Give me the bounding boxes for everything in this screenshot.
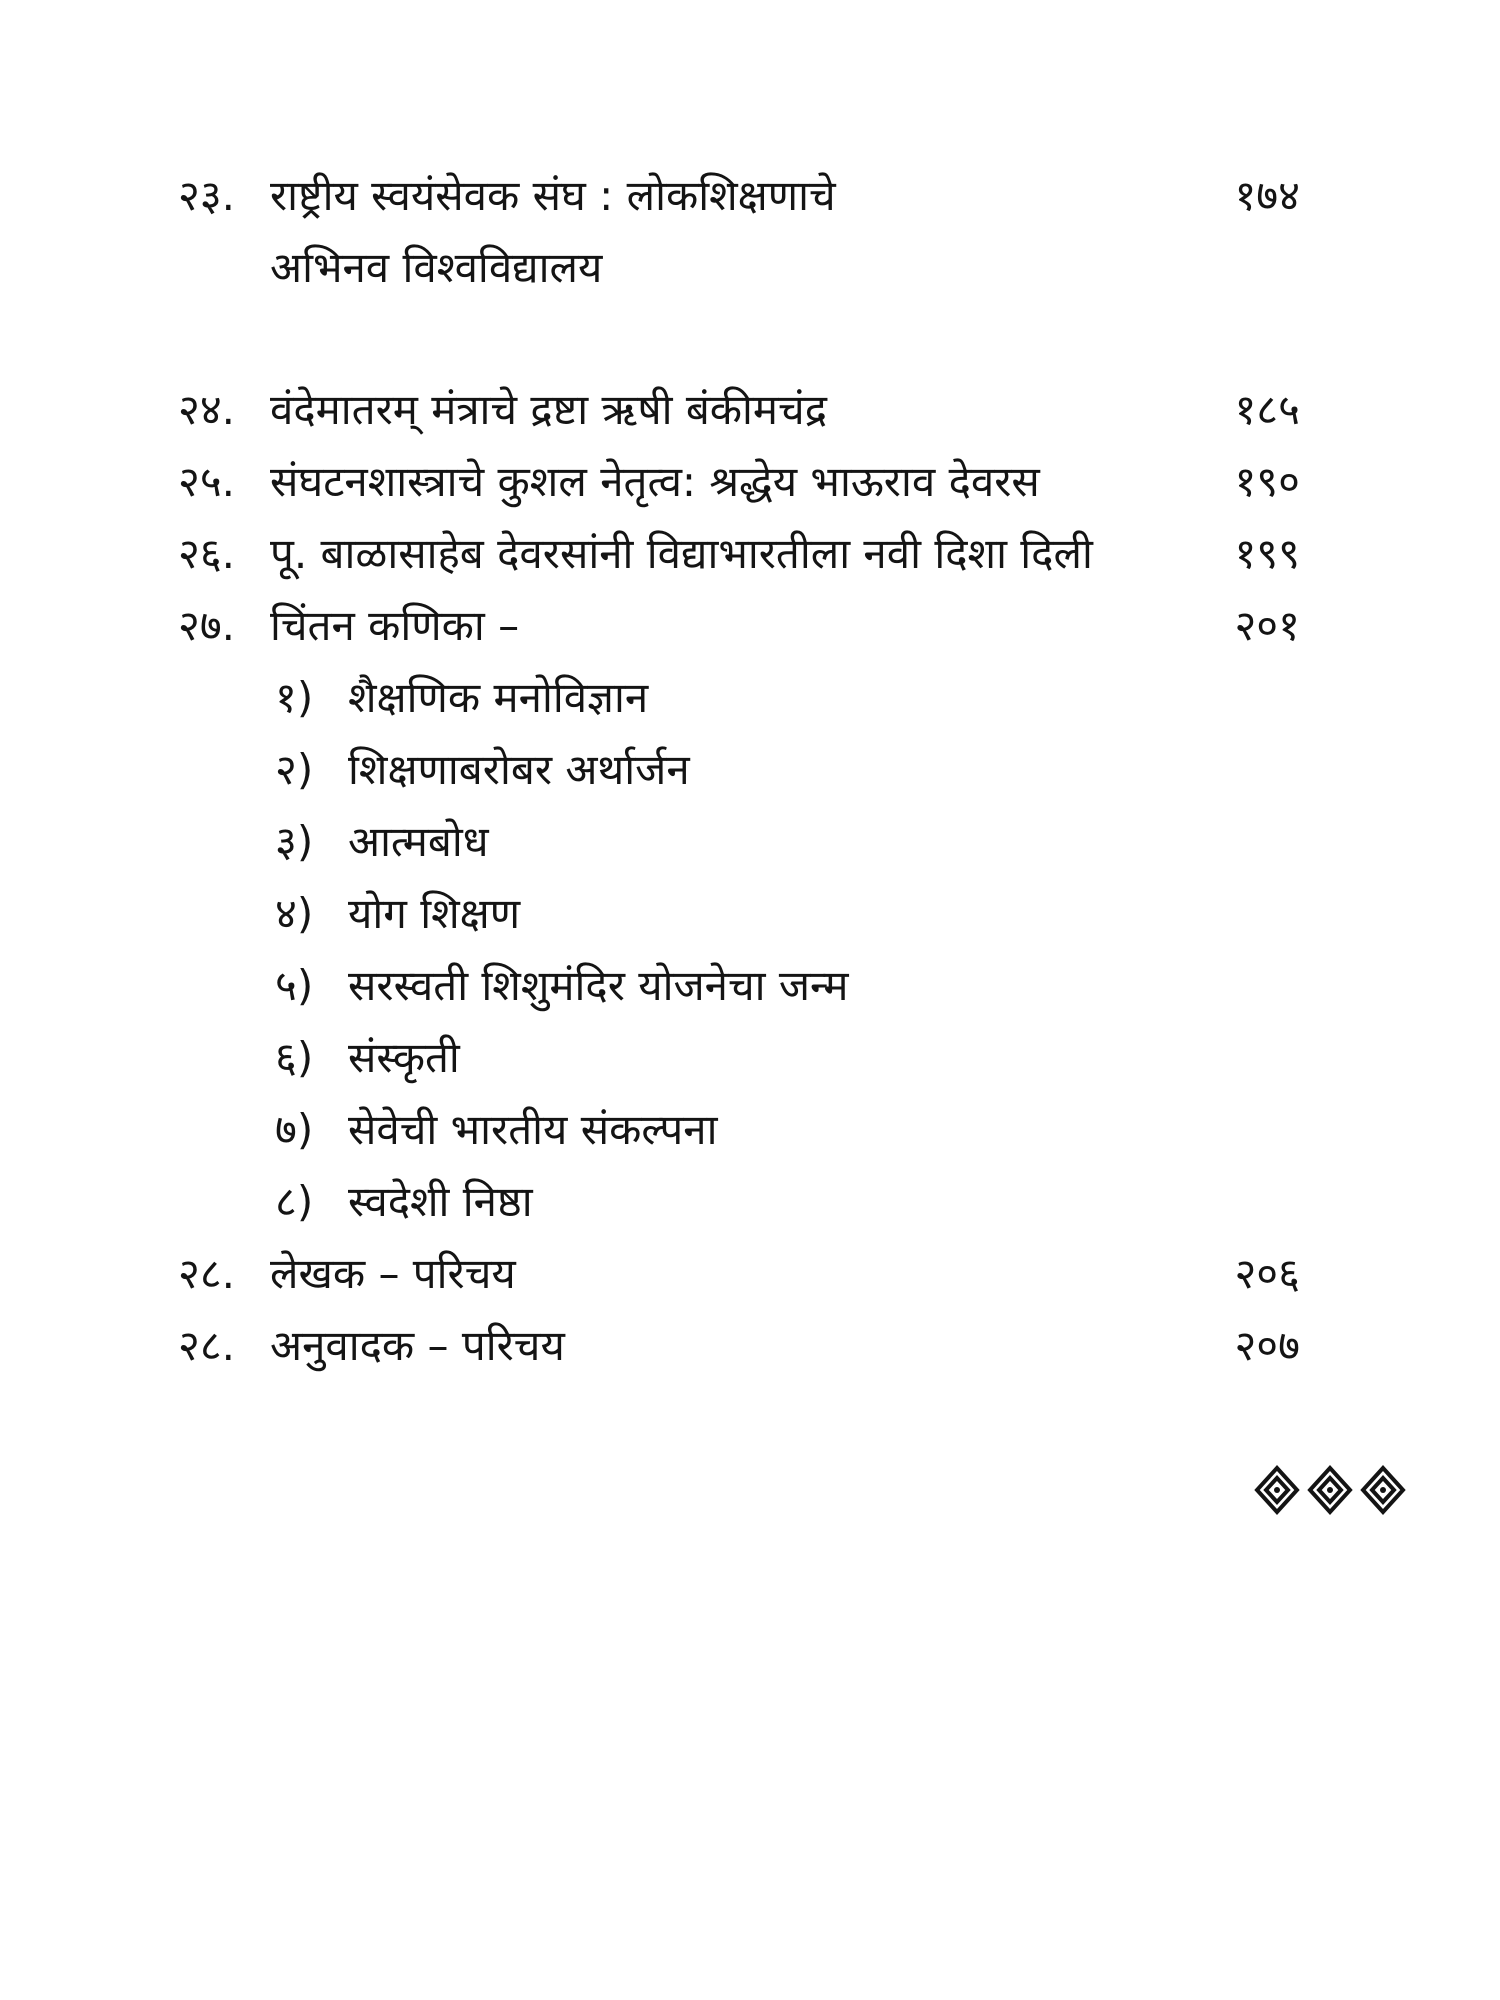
- toc-sub-item: [0, 806, 1500, 878]
- entry-page: १७४: [1234, 171, 1300, 220]
- entry-title: लेखक – परिचय: [270, 1249, 516, 1298]
- toc-entry-26: [0, 518, 1500, 590]
- sub-item-title: सरस्वती शिशुमंदिर योजनेचा जन्म: [348, 961, 849, 1010]
- toc-entry-author: [0, 1238, 1500, 1310]
- sub-item-title: शिक्षणाबरोबर अर्थार्जन: [348, 745, 690, 794]
- toc-entry-23: [0, 160, 1500, 232]
- toc-entry-23-continued: [0, 232, 1500, 304]
- toc-sub-item: [0, 1166, 1500, 1238]
- sub-item-number: ७): [275, 1105, 314, 1154]
- entry-page: १९०: [1234, 457, 1300, 506]
- entry-title: राष्ट्रीय स्वयंसेवक संघ : लोकशिक्षणाचे: [270, 171, 836, 220]
- toc-entry-27: [0, 590, 1500, 662]
- entry-number: २४.: [178, 385, 236, 434]
- toc-sub-item: [0, 662, 1500, 734]
- entry-page: १८५: [1234, 385, 1300, 434]
- sub-item-title: स्वदेशी निष्ठा: [348, 1177, 533, 1226]
- entry-page: १९९: [1234, 529, 1300, 578]
- entry-title: पू. बाळासाहेब देवरसांनी विद्याभारतीला नवी दिशा दिली: [270, 529, 1093, 578]
- diamond-ornament-icon: [1250, 1460, 1410, 1520]
- toc-entry-25: [0, 446, 1500, 518]
- entry-number: २८.: [178, 1321, 236, 1370]
- entry-page: २०१: [1234, 601, 1300, 650]
- toc-entry-24: [0, 374, 1500, 446]
- entry-title: संघटनशास्त्राचे कुशल नेतृत्व: श्रद्धेय भाऊराव देवरस: [270, 457, 1040, 506]
- entry-number: २५.: [178, 457, 236, 506]
- sub-item-number: ८): [275, 1177, 314, 1226]
- entry-number: २६.: [178, 529, 236, 578]
- sub-item-number: ३): [275, 817, 314, 866]
- toc-sub-item: [0, 950, 1500, 1022]
- entry-title: चिंतन कणिका –: [270, 601, 520, 650]
- sub-item-title: आत्मबोध: [348, 817, 489, 866]
- toc-sub-item: [0, 1022, 1500, 1094]
- entry-title: वंदेमातरम् मंत्राचे द्रष्टा ऋषी बंकीमचंद्र: [270, 385, 828, 434]
- entry-number: २८.: [178, 1249, 236, 1298]
- toc-sub-item: [0, 734, 1500, 806]
- toc-sub-item: [0, 878, 1500, 950]
- sub-item-number: २): [275, 745, 314, 794]
- sub-item-title: संस्कृती: [348, 1033, 460, 1082]
- sub-item-title: सेवेची भारतीय संकल्पना: [348, 1105, 718, 1154]
- sub-item-number: ६): [275, 1033, 314, 1082]
- entry-number: २७.: [178, 601, 236, 650]
- sub-item-title: योग शिक्षण: [348, 889, 521, 938]
- toc-entry-translator: [0, 1310, 1500, 1382]
- sub-item-number: ५): [275, 961, 314, 1010]
- entry-number: २३.: [178, 171, 236, 220]
- sub-item-number: १): [275, 673, 314, 722]
- entry-title: अनुवादक – परिचय: [270, 1321, 565, 1370]
- sub-item-title: शैक्षणिक मनोविज्ञान: [348, 673, 649, 722]
- entry-page: २०६: [1234, 1249, 1300, 1298]
- entry-page: २०७: [1234, 1321, 1300, 1370]
- toc-sub-item: [0, 1094, 1500, 1166]
- entry-title-continued: अभिनव विश्वविद्यालय: [270, 243, 603, 292]
- sub-item-number: ४): [275, 889, 314, 938]
